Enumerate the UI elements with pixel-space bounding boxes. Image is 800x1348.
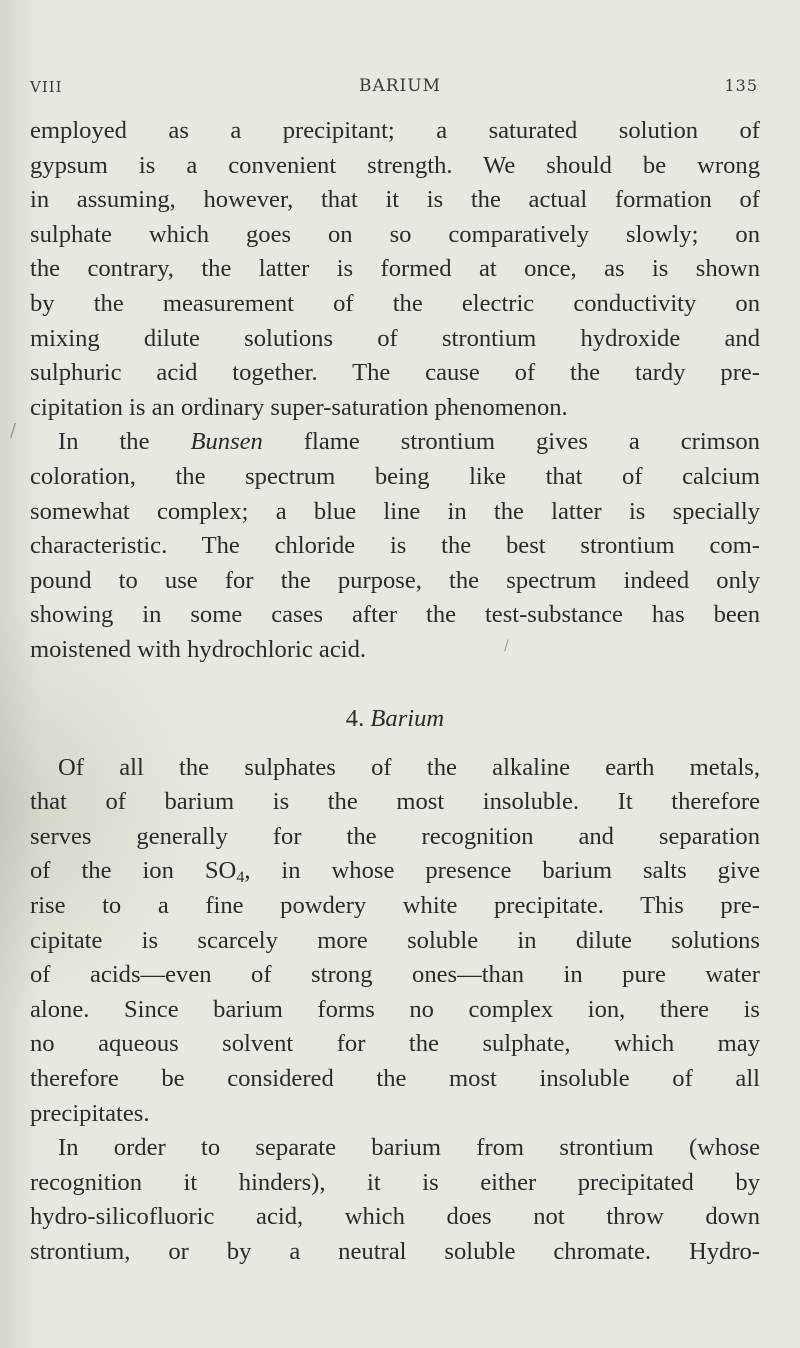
text-line: rise to a fine powdery white precipitate. This pre- [30, 892, 760, 920]
text-line: moistened with hydrochloric acid. [30, 635, 367, 663]
paragraph-4 [30, 1131, 760, 1269]
text-line: In order to separate barium from strontium (whose [58, 1134, 760, 1162]
page-title: BARIUM [358, 76, 442, 96]
text-line: somewhat complex; a blue line in the latter is specially [30, 497, 760, 525]
text-line: serves generally for the recognition and separation [30, 822, 760, 850]
text-line: characteristic. The chloride is the best strontium com- [30, 532, 760, 560]
text-line: recognition it hinders), it is either precipitated by [30, 1168, 760, 1196]
text-line: no aqueous solvent for the sulphate, which may [30, 1030, 760, 1058]
text-line: strontium, or by a neutral soluble chromate. Hydro- [30, 1238, 760, 1265]
text-fragment: of the ion SO [30, 857, 237, 885]
subscript: 4 [236, 869, 245, 887]
text-line: employed as a precipitant; a saturated solution of [30, 117, 760, 144]
text-line: sulphuric acid together. The cause of the tardy pre- [30, 359, 760, 387]
text-line: hydro-silicofluoric acid, which does not throw down [30, 1203, 760, 1231]
text-line: in assuming, however, that it is the actual formation of [30, 186, 760, 214]
text-line [30, 425, 760, 460]
text-line: sulphate which goes on so comparatively slowly; on [30, 220, 760, 248]
section-heading [30, 702, 760, 737]
text-line: therefore be considered the most insoluble of all [30, 1065, 760, 1093]
section-name: Barium [370, 705, 445, 733]
text-line: mixing dilute solutions of strontium hydroxide and [30, 324, 760, 352]
text-fragment: , in whose presence barium salts give [244, 857, 760, 885]
paragraph-2 [30, 425, 760, 667]
text-line: that of barium is the most insoluble. It therefore [30, 788, 760, 816]
text-line: by the measurement of the electric conductivity on [30, 289, 760, 317]
text-line: pound to use for the purpose, the spectrum indeed only [30, 566, 760, 594]
running-head [0, 74, 800, 104]
text-line: of acids—even of strong ones—than in pure water [30, 961, 760, 989]
text-fragment: flame strontium gives a crimson [262, 428, 760, 456]
text-fragment: In the [58, 428, 191, 456]
text-line: gypsum is a convenient strength. We should be wrong [30, 151, 760, 179]
text-line: cipitate is scarcely more soluble in dilute solutions [30, 926, 760, 954]
text-line: Of all the sulphates of the alkaline earth metals, [58, 753, 760, 781]
text-line: cipitation is an ordinary super-saturation phenomenon. [30, 393, 568, 421]
paragraph-1 [30, 114, 760, 425]
page-number: 135 [724, 76, 758, 95]
pencil-mark: / [504, 638, 509, 654]
heading-spacer [30, 737, 760, 751]
section-number: 4. [345, 705, 365, 733]
text-line: showing in some cases after the test-substance has been [30, 601, 760, 629]
pencil-mark: / [10, 420, 17, 441]
text-line: alone. Since barium forms no complex ion, there is [30, 995, 760, 1023]
chapter-number: VIII [30, 78, 63, 96]
paragraph-3 [30, 751, 760, 1132]
body-text [30, 114, 760, 1270]
text-line [30, 854, 760, 889]
italic-name: Bunsen [190, 428, 263, 456]
text-line: coloration, the spectrum being like that of calcium [30, 462, 760, 490]
text-line: the contrary, the latter is formed at once, as is shown [30, 255, 760, 283]
text-line: precipitates. [30, 1099, 150, 1127]
